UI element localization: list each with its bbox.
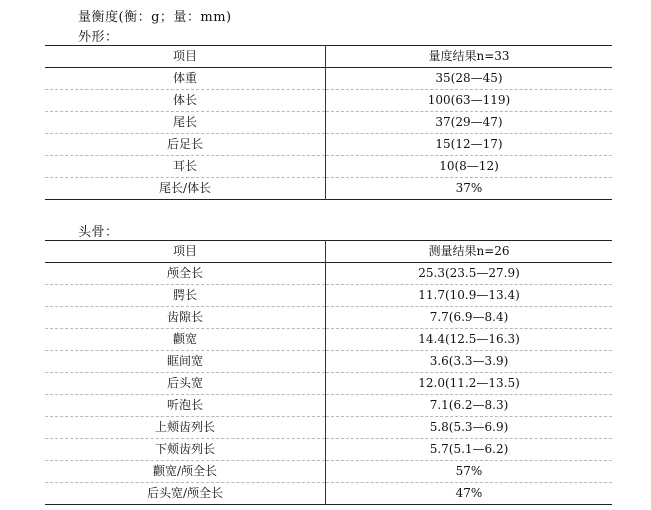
result-cell: 5.8(5.3—6.9) <box>326 417 613 439</box>
result-cell: 25.3(23.5—27.9) <box>326 263 613 285</box>
result-cell: 37(29—47) <box>326 112 613 134</box>
external-table-body <box>45 46 612 200</box>
result-cell: 3.6(3.3—3.9) <box>326 351 613 373</box>
item-cell: 体重 <box>45 68 326 90</box>
table-header-row <box>45 241 612 263</box>
skull-table-body <box>45 241 612 505</box>
table-row <box>45 178 612 200</box>
item-cell: 听泡长 <box>45 395 326 417</box>
table-row <box>45 90 612 112</box>
item-cell: 体长 <box>45 90 326 112</box>
result-cell: 100(63—119) <box>326 90 613 112</box>
table-row <box>45 134 612 156</box>
table-row <box>45 439 612 461</box>
column-header-result: 测量结果n=26 <box>326 241 613 263</box>
table-row <box>45 285 612 307</box>
section-label-skull: 头骨： <box>78 225 119 240</box>
result-cell: 15(12—17) <box>326 134 613 156</box>
item-cell: 上颊齿列长 <box>45 417 326 439</box>
result-cell: 10(8—12) <box>326 156 613 178</box>
table-header-row <box>45 46 612 68</box>
table-row <box>45 483 612 505</box>
result-cell: 7.7(6.9—8.4) <box>326 307 613 329</box>
result-cell: 11.7(10.9—13.4) <box>326 285 613 307</box>
table-row <box>45 417 612 439</box>
result-cell: 37% <box>455 181 483 195</box>
table-row <box>45 112 612 134</box>
result-cell: 47% <box>455 486 483 500</box>
table-row <box>45 395 612 417</box>
result-cell: 5.7(5.1—6.2) <box>326 439 613 461</box>
table-row <box>45 351 612 373</box>
result-cell: 57% <box>326 461 613 483</box>
item-cell: 尾长/体长 <box>45 178 326 200</box>
item-cell: 齿隙长 <box>45 307 326 329</box>
item-cell: 尾长 <box>45 112 326 134</box>
result-cell: 35(28—45) <box>326 68 613 90</box>
page-title: 量衡度(衡：g；量：mm) <box>78 10 232 25</box>
item-cell: 颅全长 <box>45 263 326 285</box>
item-cell: 后头宽/颅全长 <box>45 483 326 505</box>
table-row <box>45 329 612 351</box>
table-row <box>45 307 612 329</box>
item-cell: 颧宽 <box>45 329 326 351</box>
column-header-item: 项目 <box>45 46 326 68</box>
table-row <box>45 373 612 395</box>
item-cell: 后足长 <box>45 134 326 156</box>
result-cell: 14.4(12.5—16.3) <box>326 329 613 351</box>
section-label-external: 外形： <box>78 30 119 45</box>
result-cell: 12.0(11.2—13.5) <box>326 373 613 395</box>
item-cell: 后头宽 <box>45 373 326 395</box>
table-row <box>45 461 612 483</box>
result-cell: 7.1(6.2—8.3) <box>326 395 613 417</box>
table-row <box>45 156 612 178</box>
table-row <box>45 263 612 285</box>
item-cell: 颧宽/颅全长 <box>45 461 326 483</box>
external-measurements-table <box>45 45 612 200</box>
column-header-item: 项目 <box>45 241 326 263</box>
item-cell: 眶间宽 <box>45 351 326 373</box>
skull-measurements-table <box>45 240 612 505</box>
item-cell: 腭长 <box>45 285 326 307</box>
item-cell: 耳长 <box>45 156 326 178</box>
table-row <box>45 68 612 90</box>
column-header-result: 量度结果n=33 <box>326 46 613 68</box>
item-cell: 下颊齿列长 <box>45 439 326 461</box>
